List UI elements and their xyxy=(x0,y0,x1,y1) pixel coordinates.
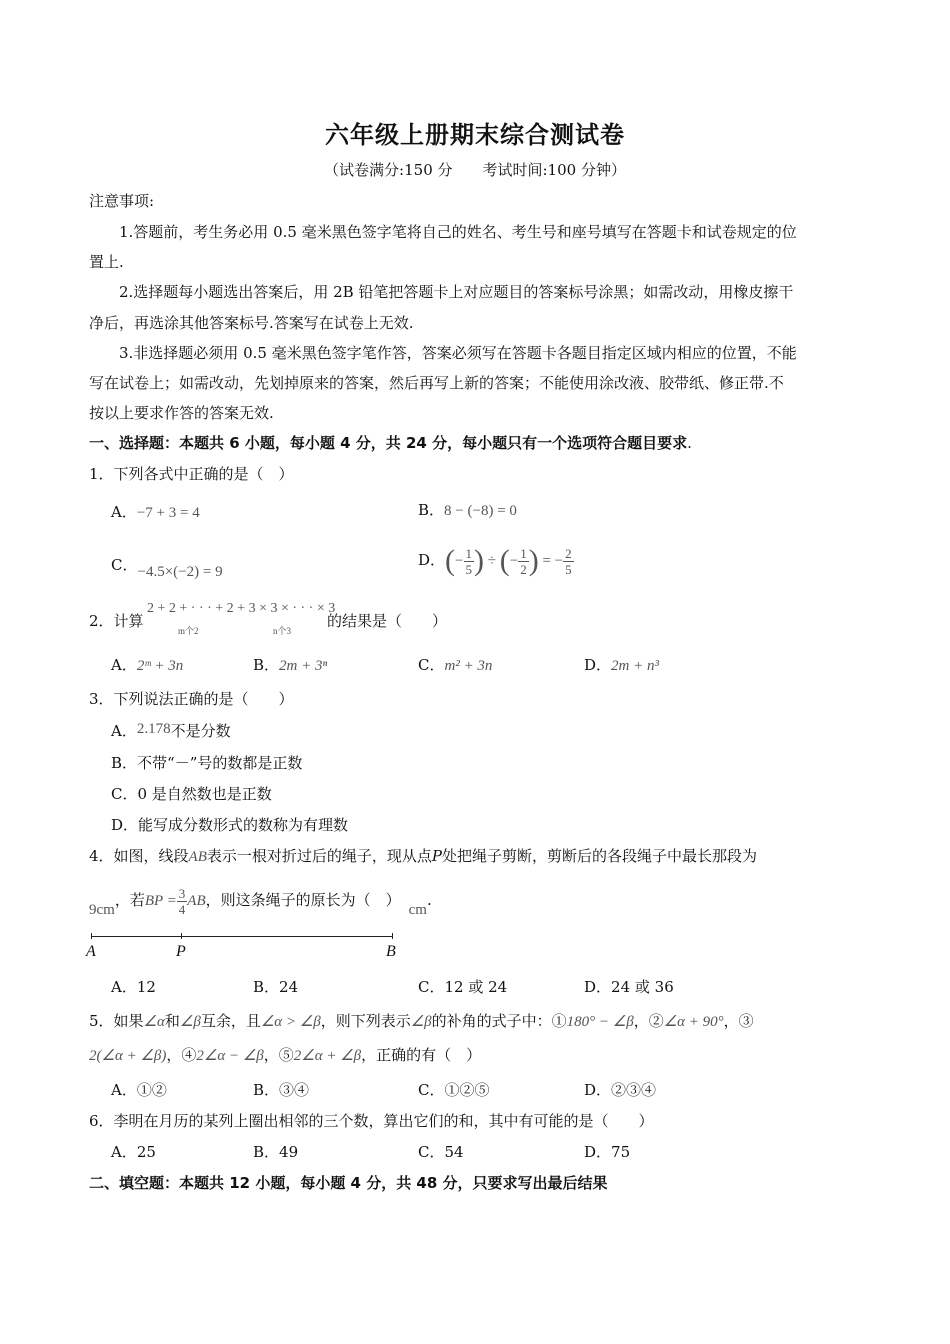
notice-2-line-2: 净后，再选涂其他答案标号.答案写在试卷上无效. xyxy=(89,314,414,332)
q1-d-paren-close-2: ) xyxy=(528,544,539,577)
q5-beta-2: ∠β xyxy=(410,1014,432,1030)
q2-under-brace-1: m个2 xyxy=(178,626,199,636)
q4-l1-c: 处把绳子剪断，剪断后的各段绳子中最长那段为 xyxy=(441,847,757,865)
notice-1-line-1: 1.答题前，考生务必用 0.5 毫米黑色签字笔将自己的姓名、考生号和座号填写在答题卡和试卷规定的位 xyxy=(119,223,797,241)
q3-option-a-text: 不是分数 xyxy=(170,722,231,740)
q1-d-fraction-1-num: 1 xyxy=(465,545,472,561)
q2-prefix: 2．计算 xyxy=(89,612,144,630)
q1-d-paren-close-1: ) xyxy=(474,544,484,577)
q3-option-b: B．不带“－”号的数都是正数 xyxy=(111,754,303,772)
q1-d-paren-open-1: ( xyxy=(445,544,456,577)
q6-option-a: A．25 xyxy=(111,1143,156,1161)
notice-3-line-2: 写在试卷上；如需改动，先划掉原来的答案，然后再写上新的答案；不能使用涂改液、胶带纸、修正带.不 xyxy=(89,374,784,392)
notice-3-line-3: 按以上要求作答的答案无效. xyxy=(89,404,274,422)
q4-option-c: C．12 或 24 xyxy=(418,978,508,996)
q5-sep-3: ，③ xyxy=(723,1012,754,1030)
notice-heading: 注意事项: xyxy=(89,192,155,210)
q2-option-d xyxy=(584,655,659,676)
q1-option-d xyxy=(418,538,574,582)
q4-l1-ab: AB xyxy=(188,849,207,865)
q1-stem: 1．下列各式中正确的是（ ） xyxy=(89,465,294,483)
q4-l2-cm: cm xyxy=(408,902,427,918)
q4-option-b: B．24 xyxy=(253,978,299,996)
q2-option-b-label: B． xyxy=(253,656,280,674)
q6-option-c: C．54 xyxy=(418,1143,464,1161)
q2-option-c xyxy=(418,655,492,676)
q2-option-a xyxy=(111,655,183,676)
q5-l1-d: 的补角的式子中：① xyxy=(431,1012,567,1030)
q6-stem: 6．李明在月历的某列上圈出相邻的三个数，算出它们的和，其中有可能的是（ ） xyxy=(89,1112,654,1130)
q3-option-a-label: A． xyxy=(111,722,137,740)
q5-expr-4: 2∠α − ∠β xyxy=(196,1048,264,1064)
q5-l1-c: ，则下列表示 xyxy=(320,1012,411,1030)
q4-option-d: D．24 或 36 xyxy=(584,978,674,996)
q5-expr-2: ∠α + 90° xyxy=(663,1014,724,1030)
q1-d-fraction-1-den: 5 xyxy=(465,561,472,577)
q5-beta: ∠β xyxy=(179,1014,201,1030)
q1-d-minus-1: − xyxy=(455,553,464,569)
q5-sep-5: ，⑤ xyxy=(263,1046,294,1064)
notice-3-line-1: 3.非选择题必须用 0.5 毫米黑色签字笔作答，答案必须写在答题卡各题目指定区域内相应的位置，不能 xyxy=(119,344,797,362)
q5-expr-3: 2(∠α + ∠β) xyxy=(89,1048,167,1064)
q2-under-brace-2: n个3 xyxy=(273,626,292,636)
q2-option-c-math: m² + 3n xyxy=(444,658,493,674)
tick-a xyxy=(91,933,92,939)
q5-option-d: D．②③④ xyxy=(584,1081,657,1099)
q4-line-1 xyxy=(89,846,757,867)
q1-option-b xyxy=(418,500,517,521)
exam-info: （试卷满分:150 分 考试时间:100 分钟） xyxy=(324,161,626,179)
q1-d-fraction-1 xyxy=(464,546,475,577)
q3-option-a xyxy=(111,721,231,742)
section-1-heading-period: . xyxy=(687,434,692,452)
q4-line-2 xyxy=(89,880,432,920)
q4-l2-fraction-num: 3 xyxy=(178,885,186,901)
q1-option-b-label: B． xyxy=(418,501,445,519)
q5-sep-4: ，④ xyxy=(166,1046,197,1064)
q5-condition: ∠α > ∠β xyxy=(260,1014,321,1030)
q4-l2-fraction-den: 4 xyxy=(178,901,186,917)
q1-d-paren-open-2: ( xyxy=(499,544,510,577)
q1-option-a-label: A． xyxy=(111,503,137,521)
point-label-a: A xyxy=(86,943,96,960)
point-label-b: B xyxy=(386,943,396,960)
q1-d-fraction-3 xyxy=(563,546,574,577)
q4-l2-end: . xyxy=(426,891,432,909)
q4-l1-p: P xyxy=(431,847,442,865)
q1-d-fraction-3-den: 5 xyxy=(565,561,572,577)
q5-l1-b: 互余，且 xyxy=(200,1012,261,1030)
q5-alpha: ∠α xyxy=(143,1014,165,1030)
q1-option-c-math: −4.5×(−2) = 9 xyxy=(137,564,223,580)
segment-ab xyxy=(91,936,393,937)
q2-option-c-label: C． xyxy=(418,656,445,674)
q4-l1-b: 表示一根对折过后的绳子，现从点 xyxy=(206,847,432,865)
q2-option-b xyxy=(253,655,327,676)
q4-l1-a: 4．如图，线段 xyxy=(89,847,189,865)
q1-option-a-math: −7 + 3 = 4 xyxy=(136,505,200,521)
section-1-heading xyxy=(89,433,692,453)
tick-p xyxy=(181,933,182,939)
q4-l2-b: ，则这条绳子的原长为（ ） xyxy=(205,891,401,909)
q5-option-c: C．①②⑤ xyxy=(418,1081,490,1099)
q1-option-c-label: C． xyxy=(111,556,138,574)
q4-l2-a: ，若 xyxy=(114,891,145,909)
q4-l2-9cm: 9cm xyxy=(89,902,115,918)
q3-stem: 3．下列说法正确的是（ ） xyxy=(89,690,294,708)
q5-expr-1: 180° − ∠β xyxy=(566,1014,634,1030)
q1-d-minus-2: − xyxy=(509,553,519,569)
point-label-p: P xyxy=(176,943,186,960)
q5-line-2 xyxy=(89,1045,481,1066)
q1-d-equals: = − xyxy=(538,553,564,569)
q6-option-b: B．49 xyxy=(253,1143,299,1161)
q4-l2-ab: AB xyxy=(187,893,206,909)
q5-option-a: A．①② xyxy=(111,1081,167,1099)
q2-option-d-label: D． xyxy=(584,656,612,674)
q5-l1-a: 5．如果 xyxy=(89,1012,144,1030)
q4-option-a: A．12 xyxy=(111,978,156,996)
q4-l2-bp: BP = xyxy=(144,893,177,909)
q3-option-c: C．0 是自然数也是正数 xyxy=(111,785,272,803)
q5-expr-5: 2∠α + ∠β xyxy=(293,1048,362,1064)
q4-l2-fraction xyxy=(177,886,188,917)
q1-option-d-label: D． xyxy=(418,551,446,569)
q1-d-fraction-3-num: 2 xyxy=(565,545,572,561)
q1-option-b-math: 8 − (−8) = 0 xyxy=(444,503,517,519)
q1-option-c xyxy=(111,555,223,580)
q1-d-fraction-2 xyxy=(518,546,529,577)
q1-d-fraction-2-den: 2 xyxy=(520,561,527,577)
q3-option-d: D．能写成分数形式的数称为有理数 xyxy=(111,816,349,834)
q1-d-fraction-2-num: 1 xyxy=(520,545,527,561)
q5-option-b: B．③④ xyxy=(253,1081,310,1099)
q2-option-d-math: 2m + n³ xyxy=(611,658,659,674)
q2-suffix: 的结果是（ ） xyxy=(327,612,448,630)
section-2-heading: 二、填空题：本题共 12 小题，每小题 4 分，共 48 分，只要求写出最后结果 xyxy=(89,1174,608,1192)
q1-d-divide: ÷ xyxy=(484,553,500,569)
q2-expression: 2 + 2 + · · · + 2 + 3 × 3 × · · · × 3 xyxy=(147,601,336,616)
q1-option-a xyxy=(111,502,200,523)
q5-sep-2: ，② xyxy=(633,1012,664,1030)
notice-1-line-2: 置上. xyxy=(89,253,124,271)
notice-2-line-1: 2.选择题每小题选出答案后，用 2B 铅笔把答题卡上对应题目的答案标号涂黑；如需改动，用橡皮擦干 xyxy=(119,283,794,301)
q2-option-a-math: 2ᵐ + 3n xyxy=(136,658,184,674)
tick-b xyxy=(392,933,393,939)
q2-option-b-math: 2m + 3ⁿ xyxy=(279,658,328,674)
q3-option-a-math: 2.178 xyxy=(136,721,171,737)
q6-option-d: D．75 xyxy=(584,1143,631,1161)
q5-and: 和 xyxy=(164,1012,180,1030)
q5-line-1 xyxy=(89,1011,754,1032)
page-title: 六年级上册期末综合测试卷 xyxy=(325,121,625,149)
section-1-heading-text: 一、选择题：本题共 6 小题，每小题 4 分，共 24 分，每小题只有一个选项符合题目要求 xyxy=(89,434,688,452)
q2-option-a-label: A． xyxy=(111,656,137,674)
q5-l2-end: ，正确的有（ ） xyxy=(361,1046,482,1064)
